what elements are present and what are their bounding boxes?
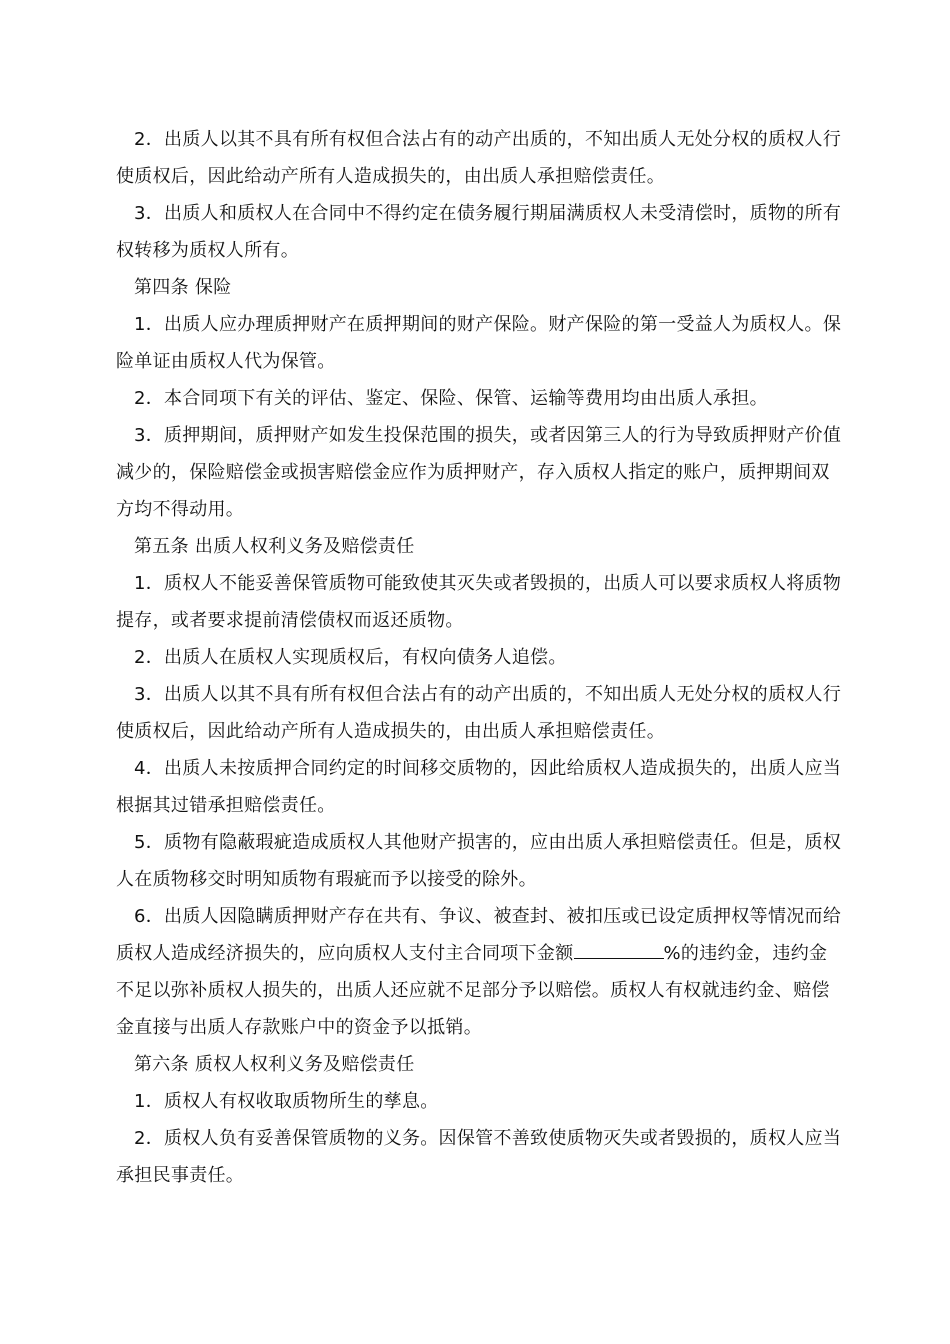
- paragraph-2: 3．出质人和质权人在合同中不得约定在债务履行期届满质权人未受清偿时，质物的所有权转移为质权人所有。: [116, 203, 842, 261]
- paragraph-3: 1．出质人应办理质押财产在质押期间的财产保险。财产保险的第一受益人为质权人。保险单证由质权人代为保管。: [116, 314, 842, 372]
- section-heading-4: 第四条 保险: [134, 277, 232, 298]
- document-body: [116, 121, 842, 1194]
- paragraph-8: 3．出质人以其不具有所有权但合法占有的动产出质的，不知出质人无处分权的质权人行使质权后，因此给动产所有人造成损失的，由出质人承担赔偿责任。: [116, 684, 842, 742]
- paragraph-11-part-b: %的违约金，违约金不足以弥补质权人损失的，出质人还应就不足部分予以赔偿。质权人有权就违约金、赔偿金直接与出质人存款账户中的资金予以抵销。: [116, 943, 830, 1038]
- paragraph-11: [116, 898, 842, 1046]
- paragraph-11-part-a: 6．出质人因隐瞒质押财产存在共有、争议、被查封、被扣压或已设定质押权等情况而给质权人造成经济损失的，应向质权人支付主合同项下金额: [116, 906, 842, 964]
- section-heading-6: 第六条 质权人权利义务及赔偿责任: [134, 1054, 415, 1075]
- paragraph-5: 3．质押期间，质押财产如发生投保范围的损失，或者因第三人的行为导致质押财产价值减少的，保险赔偿金或损害赔偿金应作为质押财产，存入质权人指定的账户，质押期间双方均不得动用。: [116, 425, 842, 520]
- paragraph-10: 5．质物有隐蔽瑕疵造成质权人其他财产损害的，应由出质人承担赔偿责任。但是，质权人在质物移交时明知质物有瑕疵而予以接受的除外。: [116, 832, 842, 890]
- paragraph-6: 1．质权人不能妥善保管质物可能致使其灭失或者毁损的，出质人可以要求质权人将质物提存，或者要求提前清偿债权而返还质物。: [116, 573, 842, 631]
- paragraph-12: 1．质权人有权收取质物所生的孳息。: [134, 1091, 439, 1112]
- paragraph-13: 2．质权人负有妥善保管质物的义务。因保管不善致使质物灭失或者毁损的，质权人应当承担民事责任。: [116, 1128, 842, 1186]
- paragraph-1: 2．出质人以其不具有所有权但合法占有的动产出质的，不知出质人无处分权的质权人行使质权后，因此给动产所有人造成损失的，由出质人承担赔偿责任。: [116, 129, 842, 187]
- section-heading-5: 第五条 出质人权利义务及赔偿责任: [134, 536, 415, 557]
- paragraph-4: 2．本合同项下有关的评估、鉴定、保险、保管、运输等费用均由出质人承担。: [134, 388, 768, 409]
- paragraph-7: 2．出质人在质权人实现质权后，有权向债务人追偿。: [134, 647, 567, 668]
- paragraph-9: 4．出质人未按质押合同约定的时间移交质物的，因此给质权人造成损失的，出质人应当根据其过错承担赔偿责任。: [116, 758, 842, 816]
- fill-in-blank: [574, 944, 664, 959]
